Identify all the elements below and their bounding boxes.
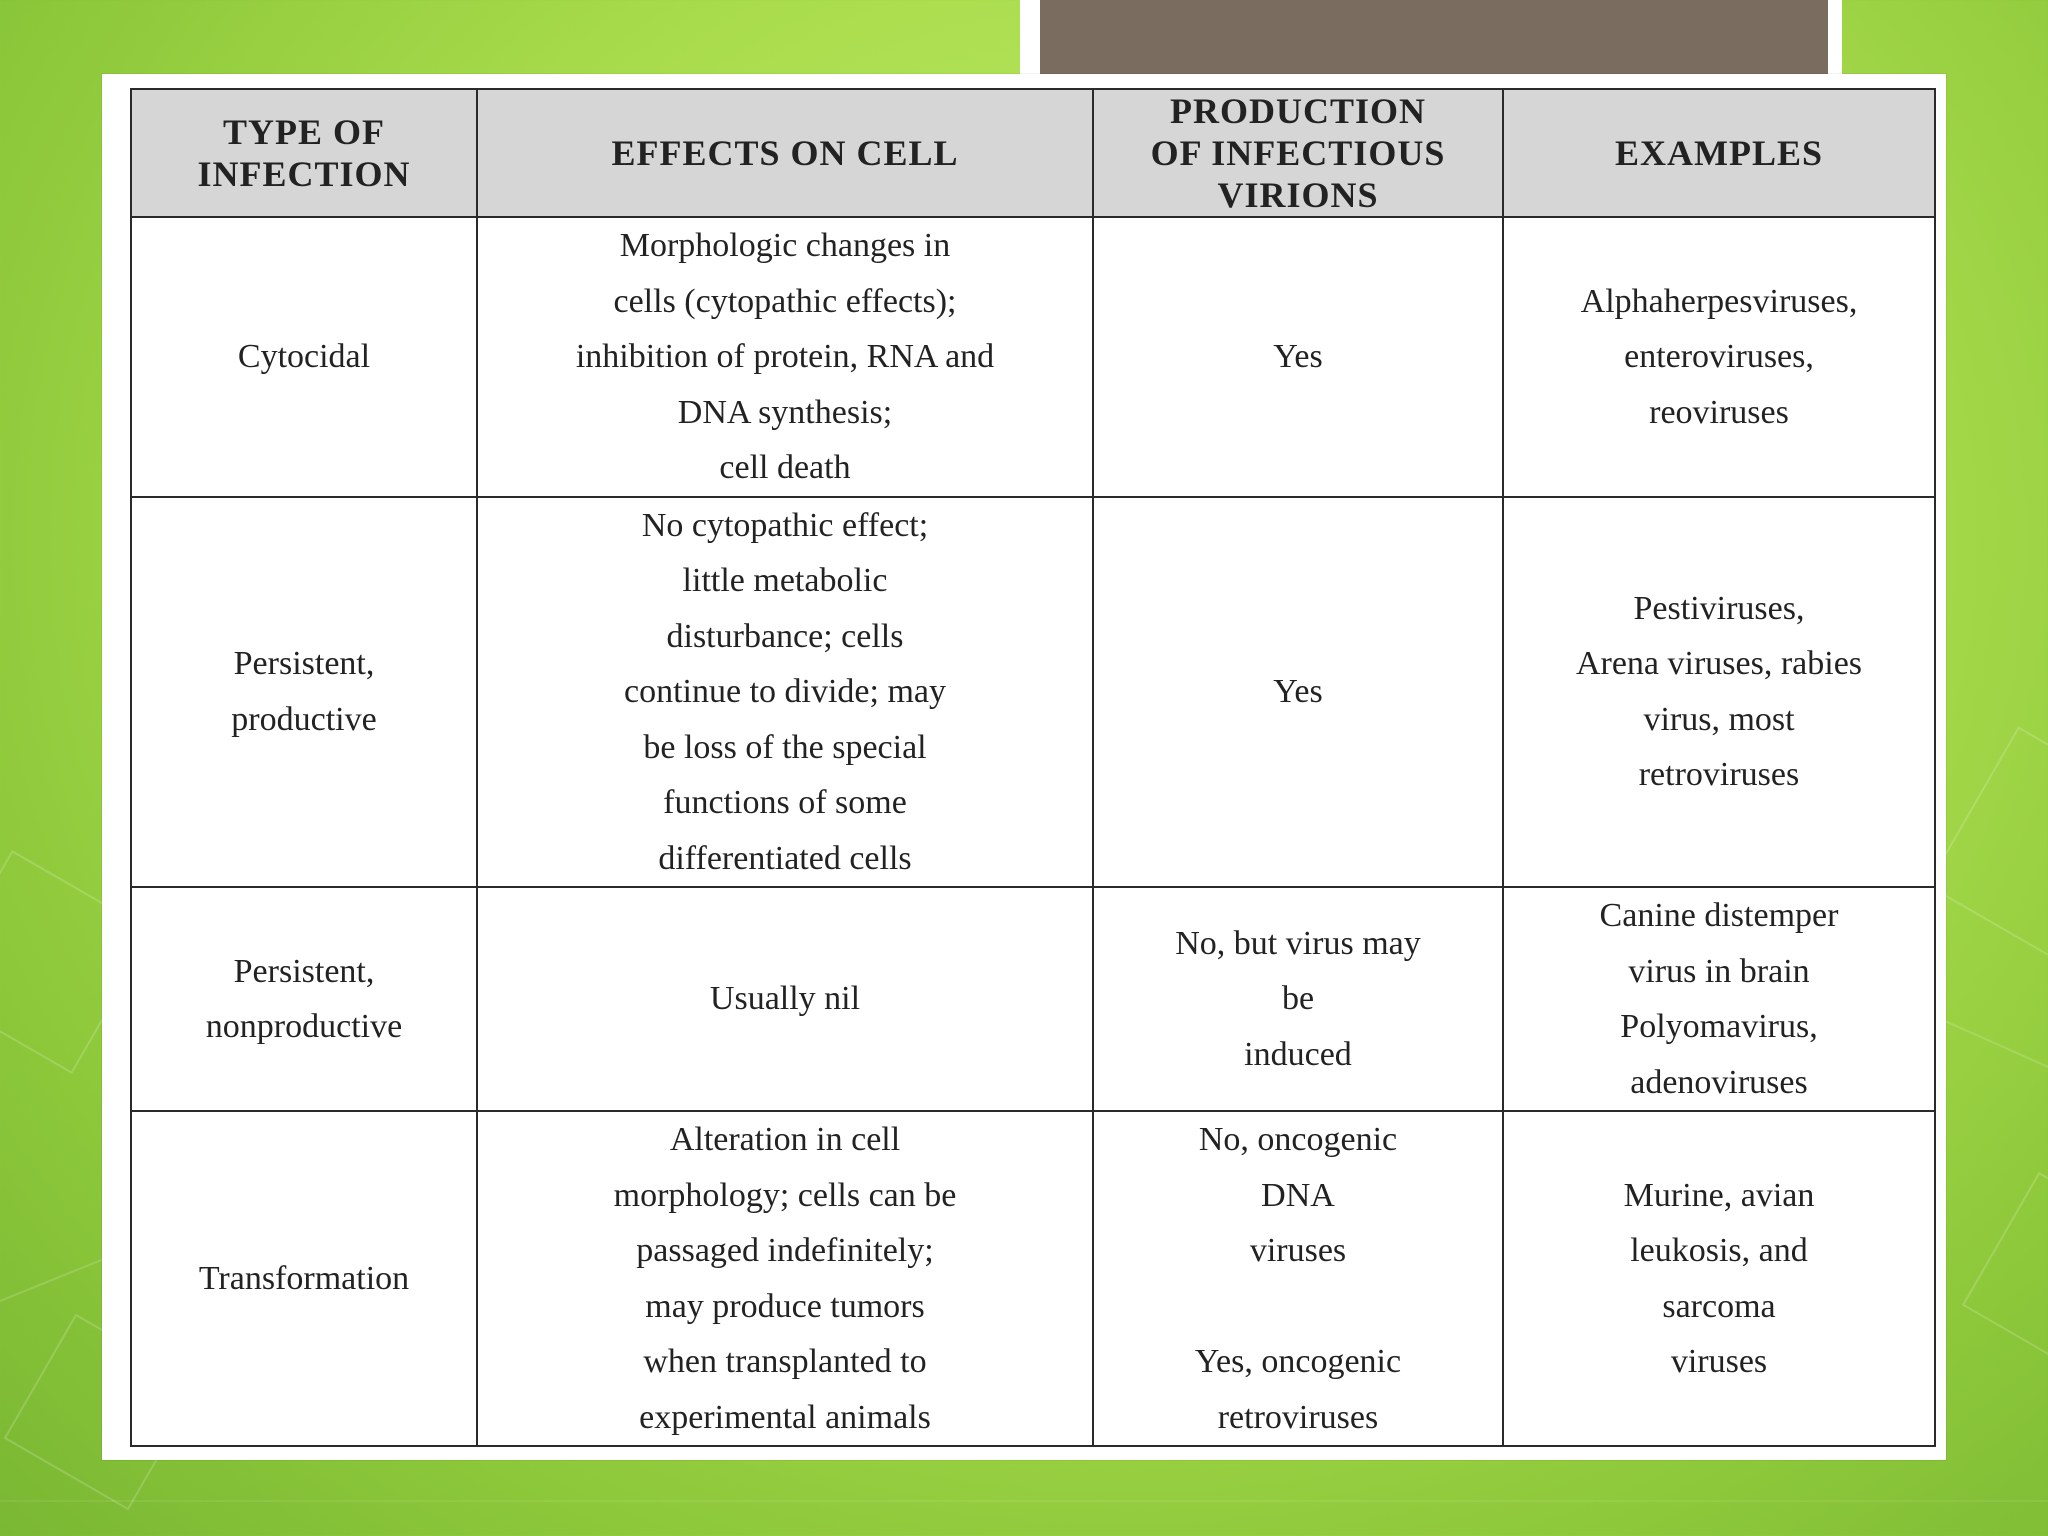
cell-text: Alphaherpesviruses,: [1580, 282, 1858, 320]
cell-text: Usually nil: [709, 980, 861, 1018]
cell-text: reoviruses: [1649, 393, 1789, 431]
cell-text: Cytocidal: [237, 338, 371, 375]
cell-text: little metabolic: [682, 562, 888, 599]
virus-infection-table: [130, 88, 1936, 1447]
cell-effects: [477, 887, 1093, 1111]
title-placeholder-box: [1040, 0, 1828, 84]
cell-text: when transplanted to: [643, 1343, 927, 1380]
cell-text: continue to divide; may: [624, 673, 946, 710]
cell-production: [1093, 497, 1503, 888]
cell-spacer: [1108, 1279, 1488, 1335]
header-text: EFFECTS ON CELL: [611, 133, 959, 173]
header-text: PRODUCTION: [1169, 91, 1426, 131]
table-row: [131, 1111, 1935, 1446]
cell-text: enteroviruses,: [1624, 338, 1814, 375]
header-text: INFECTION: [197, 154, 411, 194]
cell-text: leukosis, and: [1630, 1232, 1808, 1269]
cell-text: Polyomavirus,: [1620, 1008, 1818, 1045]
cell-effects: [477, 1111, 1093, 1446]
cell-text: functions of some: [663, 784, 907, 821]
cell-examples: [1503, 217, 1935, 497]
table-row: [131, 217, 1935, 497]
header-examples: [1503, 89, 1935, 217]
cell-text: adenoviruses: [1630, 1063, 1808, 1101]
cell-text: No, oncogenic: [1198, 1121, 1398, 1158]
cell-text: experimental animals: [639, 1398, 931, 1436]
cell-text: retroviruses: [1217, 1398, 1379, 1436]
cell-text: cells (cytopathic effects);: [613, 282, 957, 320]
cell-production: [1093, 217, 1503, 497]
cell-text: No cytopathic effect;: [641, 506, 929, 544]
cell-text: differentiated cells: [658, 839, 912, 877]
cell-text: viruses: [1249, 1232, 1347, 1269]
header-type-of-infection: [131, 89, 477, 217]
table-row: [131, 887, 1935, 1111]
header-effects-on-cell: [477, 89, 1093, 217]
cell-text: Persistent,: [233, 645, 375, 683]
cell-text: be: [1281, 980, 1315, 1018]
cell-text: inhibition of protein, RNA and: [575, 338, 995, 375]
cell-text: virus in brain: [1628, 952, 1810, 990]
cell-text: cell death: [719, 449, 851, 486]
cell-text: Alteration in cell: [669, 1121, 901, 1158]
cell-effects: [477, 497, 1093, 888]
cell-text: Yes: [1273, 338, 1323, 375]
cell-text: Pestiviruses,: [1633, 589, 1805, 627]
cell-examples: [1503, 887, 1935, 1111]
cell-text: morphology; cells can be: [613, 1176, 957, 1214]
header-text: EXAMPLES: [1614, 133, 1824, 173]
cell-examples: [1503, 1111, 1935, 1446]
cell-text: retroviruses: [1638, 756, 1800, 794]
background-line: [0, 1500, 2048, 1502]
cell-type: [131, 497, 477, 888]
cell-text: Murine, avian: [1623, 1176, 1815, 1214]
cell-text: sarcoma: [1662, 1287, 1776, 1325]
table-header-row: [131, 89, 1935, 217]
cell-effects: [477, 217, 1093, 497]
cell-examples: [1503, 497, 1935, 888]
cell-text: No, but virus may: [1175, 924, 1421, 962]
cell-text: Yes, oncogenic: [1194, 1343, 1402, 1380]
cell-type: [131, 887, 477, 1111]
cell-text: be loss of the special: [643, 728, 927, 766]
cell-text: Canine distemper: [1599, 897, 1839, 934]
cell-text: Yes: [1273, 673, 1323, 710]
cell-type: [131, 217, 477, 497]
background-hexagon: [1962, 1172, 2048, 1382]
cell-text: disturbance; cells: [666, 617, 904, 655]
cell-production: [1093, 887, 1503, 1111]
cell-text: viruses: [1670, 1343, 1768, 1380]
cell-text: Morphologic changes in: [619, 227, 951, 264]
cell-production: [1093, 1111, 1503, 1446]
cell-text: induced: [1244, 1035, 1352, 1073]
cell-text: nonproductive: [205, 1008, 403, 1045]
header-text: VIRIONS: [1217, 175, 1379, 215]
table-row: [131, 497, 1935, 888]
cell-text: Transformation: [198, 1259, 410, 1297]
header-text: TYPE OF: [222, 112, 385, 152]
cell-text: passaged indefinitely;: [636, 1232, 934, 1269]
cell-text: DNA synthesis;: [677, 393, 893, 431]
header-text: OF INFECTIOUS: [1150, 133, 1446, 173]
cell-text: virus, most: [1643, 700, 1795, 738]
cell-text: DNA: [1261, 1176, 1335, 1214]
header-production-of-infectious-virions: [1093, 89, 1503, 217]
cell-text: may produce tumors: [645, 1287, 925, 1325]
cell-text: Arena viruses, rabies: [1575, 645, 1863, 683]
cell-text: Persistent,: [233, 952, 375, 990]
cell-text: productive: [231, 700, 377, 738]
cell-type: [131, 1111, 477, 1446]
